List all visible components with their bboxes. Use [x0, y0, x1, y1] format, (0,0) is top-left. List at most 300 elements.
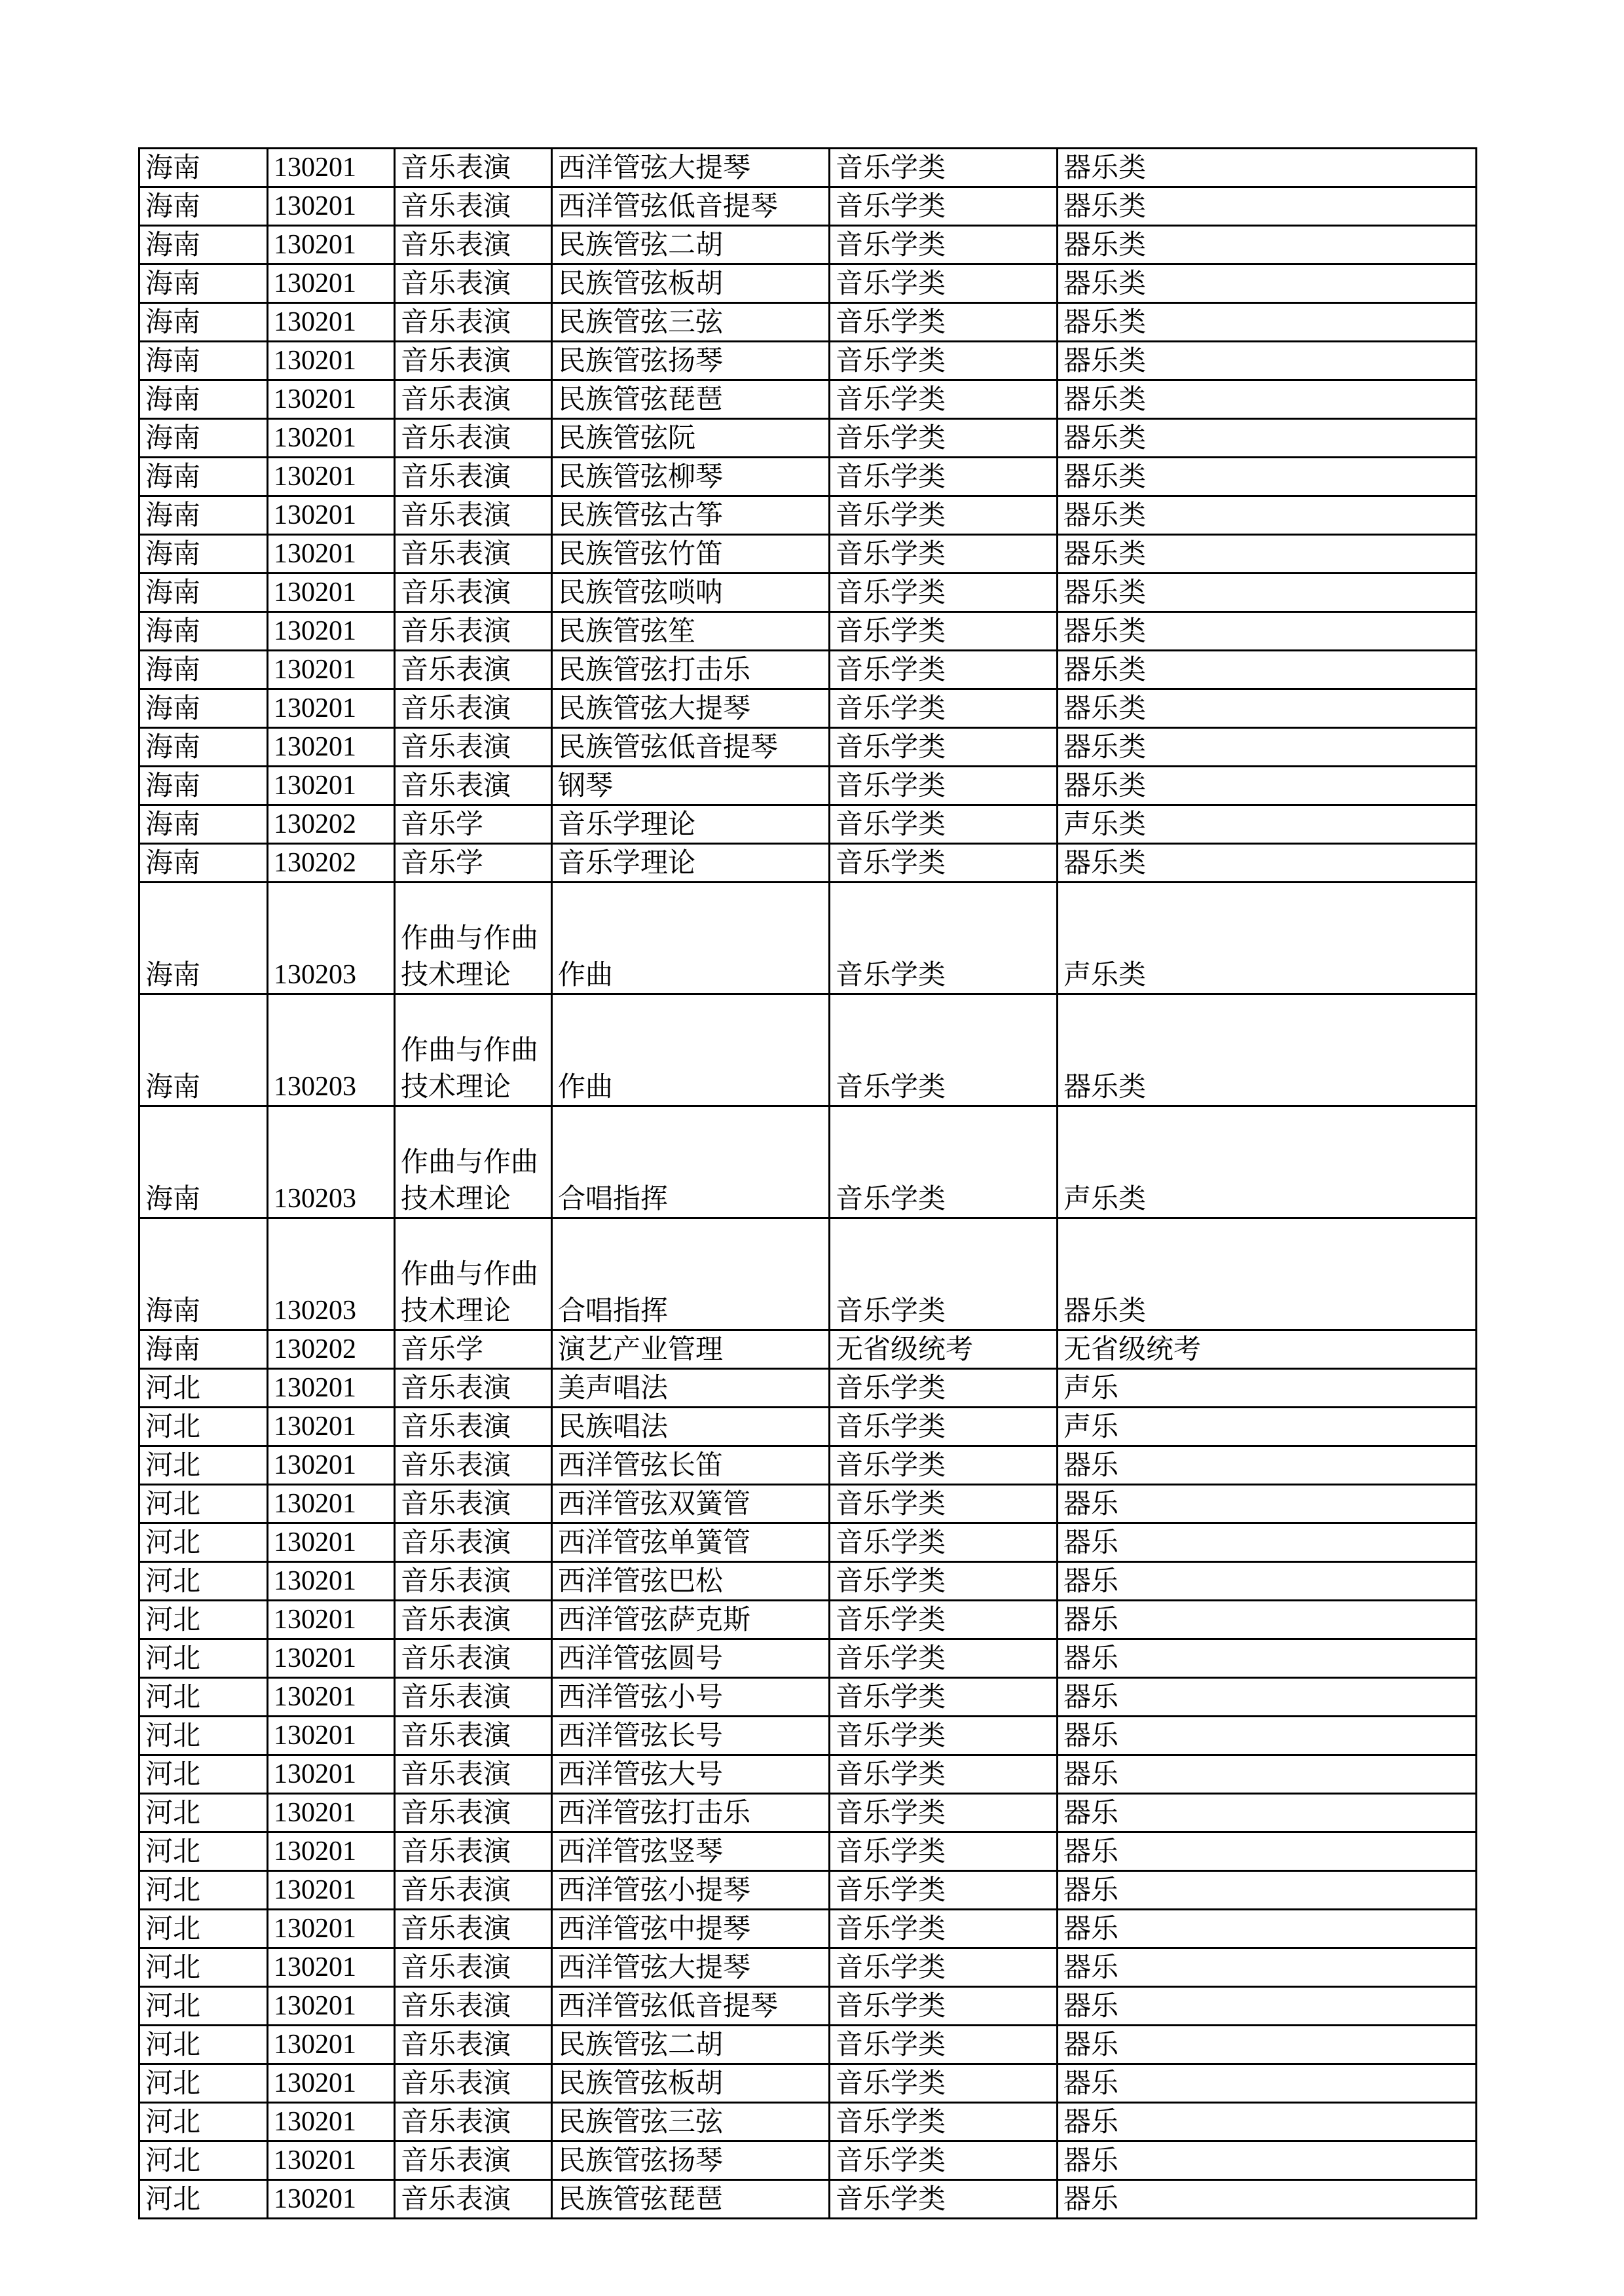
code-cell: 130201 [268, 728, 395, 767]
province-cell: 河北 [139, 1987, 268, 2026]
province-cell: 海南 [139, 303, 268, 342]
code-cell: 130201 [268, 1369, 395, 1408]
category-cell: 音乐学类 [830, 2026, 1058, 2064]
direction-cell: 西洋管弦长号 [552, 1717, 830, 1755]
table-row [139, 1601, 1477, 1639]
code-cell: 130201 [268, 1717, 395, 1755]
category-cell: 音乐学类 [830, 2103, 1058, 2141]
major-cell: 音乐表演 [395, 1639, 552, 1678]
major-cell: 音乐表演 [395, 496, 552, 535]
province-cell: 海南 [139, 1218, 268, 1330]
exam-type-cell: 器乐 [1058, 1601, 1477, 1639]
province-cell: 海南 [139, 535, 268, 574]
table-row [139, 2103, 1477, 2141]
code-cell: 130201 [268, 1562, 395, 1601]
table-row [139, 2064, 1477, 2103]
code-cell: 130201 [268, 2064, 395, 2103]
code-cell: 130201 [268, 767, 395, 805]
province-cell: 海南 [139, 342, 268, 380]
category-cell: 音乐学类 [830, 1218, 1058, 1330]
category-cell: 音乐学类 [830, 458, 1058, 496]
direction-cell: 合唱指挥 [552, 1106, 830, 1218]
table-row [139, 844, 1477, 883]
province-cell: 海南 [139, 767, 268, 805]
code-cell: 130201 [268, 1910, 395, 1948]
category-cell: 音乐学类 [830, 1485, 1058, 1523]
direction-cell: 演艺产业管理 [552, 1330, 830, 1369]
direction-cell: 西洋管弦中提琴 [552, 1910, 830, 1948]
code-cell: 130201 [268, 149, 395, 187]
province-cell: 海南 [139, 226, 268, 264]
code-cell: 130201 [268, 1639, 395, 1678]
table-row [139, 1485, 1477, 1523]
exam-type-cell: 声乐类 [1058, 805, 1477, 844]
province-cell: 河北 [139, 1794, 268, 1832]
category-cell: 音乐学类 [830, 994, 1058, 1106]
category-cell: 音乐学类 [830, 844, 1058, 883]
direction-cell: 民族管弦扬琴 [552, 2141, 830, 2180]
major-cell: 作曲与作曲技术理论 [395, 883, 552, 994]
major-cell: 音乐表演 [395, 1794, 552, 1832]
major-cell: 作曲与作曲技术理论 [395, 1218, 552, 1330]
major-cell: 音乐表演 [395, 2026, 552, 2064]
category-cell: 音乐学类 [830, 1446, 1058, 1485]
category-cell: 音乐学类 [830, 1948, 1058, 1987]
province-cell: 河北 [139, 1832, 268, 1871]
exam-type-cell: 声乐 [1058, 1408, 1477, 1446]
category-cell: 音乐学类 [830, 342, 1058, 380]
category-cell: 音乐学类 [830, 574, 1058, 612]
direction-cell: 西洋管弦打击乐 [552, 1794, 830, 1832]
province-cell: 海南 [139, 1330, 268, 1369]
major-cell: 音乐表演 [395, 1717, 552, 1755]
province-cell: 河北 [139, 1562, 268, 1601]
category-cell: 音乐学类 [830, 689, 1058, 728]
exam-type-cell: 器乐类 [1058, 458, 1477, 496]
direction-cell: 民族管弦二胡 [552, 226, 830, 264]
direction-cell: 作曲 [552, 994, 830, 1106]
category-cell: 音乐学类 [830, 1678, 1058, 1717]
province-cell: 河北 [139, 1639, 268, 1678]
province-cell: 海南 [139, 844, 268, 883]
category-cell: 音乐学类 [830, 1408, 1058, 1446]
direction-cell: 民族管弦板胡 [552, 2064, 830, 2103]
code-cell: 130201 [268, 1485, 395, 1523]
province-cell: 河北 [139, 1485, 268, 1523]
direction-cell: 民族管弦扬琴 [552, 342, 830, 380]
code-cell: 130202 [268, 844, 395, 883]
code-cell: 130201 [268, 226, 395, 264]
code-cell: 130203 [268, 883, 395, 994]
direction-cell: 民族管弦板胡 [552, 264, 830, 303]
code-cell: 130201 [268, 2141, 395, 2180]
direction-cell: 民族管弦柳琴 [552, 458, 830, 496]
direction-cell: 西洋管弦双簧管 [552, 1485, 830, 1523]
category-cell: 音乐学类 [830, 651, 1058, 689]
code-cell: 130201 [268, 264, 395, 303]
direction-cell: 民族管弦琵琶 [552, 380, 830, 419]
exam-type-cell: 器乐类 [1058, 535, 1477, 574]
exam-type-cell: 器乐类 [1058, 419, 1477, 458]
major-cell: 音乐表演 [395, 2141, 552, 2180]
direction-cell: 西洋管弦低音提琴 [552, 187, 830, 226]
province-cell: 海南 [139, 264, 268, 303]
major-cell: 音乐表演 [395, 1948, 552, 1987]
direction-cell: 民族管弦三弦 [552, 2103, 830, 2141]
category-cell: 音乐学类 [830, 1106, 1058, 1218]
direction-cell: 民族管弦古筝 [552, 496, 830, 535]
major-cell: 音乐表演 [395, 458, 552, 496]
category-cell: 音乐学类 [830, 1562, 1058, 1601]
direction-cell: 西洋管弦大提琴 [552, 149, 830, 187]
province-cell: 河北 [139, 1717, 268, 1755]
code-cell: 130201 [268, 496, 395, 535]
code-cell: 130201 [268, 574, 395, 612]
exam-type-cell: 器乐类 [1058, 226, 1477, 264]
category-cell: 音乐学类 [830, 1910, 1058, 1948]
exam-type-cell: 器乐类 [1058, 767, 1477, 805]
province-cell: 海南 [139, 380, 268, 419]
major-cell: 音乐表演 [395, 689, 552, 728]
code-cell: 130201 [268, 2026, 395, 2064]
province-cell: 海南 [139, 651, 268, 689]
exam-type-cell: 器乐 [1058, 2103, 1477, 2141]
table-row [139, 226, 1477, 264]
major-cell: 音乐表演 [395, 1523, 552, 1562]
table-row [139, 535, 1477, 574]
table-row [139, 994, 1477, 1106]
direction-cell: 美声唱法 [552, 1369, 830, 1408]
exam-type-cell: 器乐类 [1058, 380, 1477, 419]
direction-cell: 西洋管弦长笛 [552, 1446, 830, 1485]
direction-cell: 西洋管弦萨克斯 [552, 1601, 830, 1639]
table-row [139, 496, 1477, 535]
table-row [139, 574, 1477, 612]
table-row [139, 380, 1477, 419]
category-cell: 音乐学类 [830, 149, 1058, 187]
category-cell: 音乐学类 [830, 1523, 1058, 1562]
code-cell: 130201 [268, 342, 395, 380]
major-cell: 音乐表演 [395, 1832, 552, 1871]
table-row [139, 883, 1477, 994]
table-row [139, 187, 1477, 226]
table-row [139, 1871, 1477, 1910]
major-cell: 音乐学 [395, 844, 552, 883]
code-cell: 130201 [268, 380, 395, 419]
category-cell: 音乐学类 [830, 1717, 1058, 1755]
province-cell: 海南 [139, 187, 268, 226]
direction-cell: 西洋管弦低音提琴 [552, 1987, 830, 2026]
exam-type-cell: 器乐类 [1058, 303, 1477, 342]
exam-type-cell: 器乐 [1058, 1523, 1477, 1562]
major-cell: 音乐表演 [395, 1755, 552, 1794]
province-cell: 河北 [139, 1601, 268, 1639]
code-cell: 130201 [268, 1678, 395, 1717]
province-cell: 海南 [139, 419, 268, 458]
category-cell: 音乐学类 [830, 2064, 1058, 2103]
exam-type-cell: 器乐类 [1058, 994, 1477, 1106]
exam-type-cell: 声乐类 [1058, 883, 1477, 994]
province-cell: 海南 [139, 994, 268, 1106]
code-cell: 130202 [268, 805, 395, 844]
major-cell: 音乐表演 [395, 612, 552, 651]
direction-cell: 合唱指挥 [552, 1218, 830, 1330]
table-row [139, 1369, 1477, 1408]
table-row [139, 612, 1477, 651]
table-row [139, 651, 1477, 689]
exam-type-cell: 器乐类 [1058, 149, 1477, 187]
code-cell: 130201 [268, 1948, 395, 1987]
code-cell: 130203 [268, 994, 395, 1106]
exam-type-cell: 器乐 [1058, 1639, 1477, 1678]
major-cell: 音乐学 [395, 805, 552, 844]
direction-cell: 民族管弦三弦 [552, 303, 830, 342]
category-cell: 音乐学类 [830, 380, 1058, 419]
exam-type-cell: 器乐 [1058, 2180, 1477, 2219]
direction-cell: 作曲 [552, 883, 830, 994]
code-cell: 130202 [268, 1330, 395, 1369]
table-row [139, 805, 1477, 844]
table-row [139, 728, 1477, 767]
exam-type-cell: 器乐类 [1058, 342, 1477, 380]
province-cell: 海南 [139, 883, 268, 994]
direction-cell: 民族管弦打击乐 [552, 651, 830, 689]
exam-type-cell: 器乐类 [1058, 574, 1477, 612]
major-cell: 音乐表演 [395, 1871, 552, 1910]
direction-cell: 民族管弦笙 [552, 612, 830, 651]
province-cell: 海南 [139, 1106, 268, 1218]
exam-type-cell: 器乐 [1058, 1755, 1477, 1794]
code-cell: 130201 [268, 1755, 395, 1794]
major-cell: 音乐表演 [395, 1369, 552, 1408]
major-cell: 音乐表演 [395, 342, 552, 380]
code-cell: 130201 [268, 419, 395, 458]
province-cell: 河北 [139, 2026, 268, 2064]
major-cell: 音乐表演 [395, 1910, 552, 1948]
exam-type-cell: 器乐类 [1058, 264, 1477, 303]
direction-cell: 西洋管弦单簧管 [552, 1523, 830, 1562]
table-row [139, 1446, 1477, 1485]
code-cell: 130201 [268, 1794, 395, 1832]
exam-type-cell: 器乐 [1058, 1446, 1477, 1485]
code-cell: 130201 [268, 2103, 395, 2141]
province-cell: 河北 [139, 2180, 268, 2219]
direction-cell: 民族管弦低音提琴 [552, 728, 830, 767]
table-row [139, 2141, 1477, 2180]
category-cell: 音乐学类 [830, 1871, 1058, 1910]
exam-type-cell: 器乐类 [1058, 1218, 1477, 1330]
category-cell: 音乐学类 [830, 419, 1058, 458]
direction-cell: 民族管弦二胡 [552, 2026, 830, 2064]
table-row [139, 342, 1477, 380]
province-cell: 海南 [139, 805, 268, 844]
direction-cell: 民族唱法 [552, 1408, 830, 1446]
major-cell: 音乐表演 [395, 651, 552, 689]
category-cell: 音乐学类 [830, 728, 1058, 767]
exam-type-cell: 器乐类 [1058, 728, 1477, 767]
major-cell: 音乐表演 [395, 1446, 552, 1485]
code-cell: 130201 [268, 1408, 395, 1446]
category-cell: 音乐学类 [830, 264, 1058, 303]
province-cell: 海南 [139, 728, 268, 767]
direction-cell: 民族管弦大提琴 [552, 689, 830, 728]
direction-cell: 民族管弦竹笛 [552, 535, 830, 574]
exam-type-cell: 器乐 [1058, 2064, 1477, 2103]
province-cell: 海南 [139, 612, 268, 651]
major-cell: 音乐表演 [395, 1485, 552, 1523]
category-cell: 音乐学类 [830, 805, 1058, 844]
code-cell: 130201 [268, 689, 395, 728]
exam-type-cell: 器乐 [1058, 1794, 1477, 1832]
table-row [139, 1832, 1477, 1871]
code-cell: 130201 [268, 1601, 395, 1639]
major-cell: 音乐表演 [395, 574, 552, 612]
direction-cell: 西洋管弦大提琴 [552, 1948, 830, 1987]
province-cell: 河北 [139, 1678, 268, 1717]
province-cell: 河北 [139, 2064, 268, 2103]
category-cell: 音乐学类 [830, 612, 1058, 651]
category-cell: 音乐学类 [830, 187, 1058, 226]
category-cell: 音乐学类 [830, 1639, 1058, 1678]
table-row [139, 1755, 1477, 1794]
code-cell: 130201 [268, 1832, 395, 1871]
province-cell: 河北 [139, 1408, 268, 1446]
table-row [139, 303, 1477, 342]
direction-cell: 音乐学理论 [552, 805, 830, 844]
exam-type-cell: 器乐 [1058, 2141, 1477, 2180]
exam-type-cell: 无省级统考 [1058, 1330, 1477, 1369]
table-row [139, 1639, 1477, 1678]
table-body [139, 149, 1477, 2219]
code-cell: 130201 [268, 1446, 395, 1485]
exam-type-cell: 器乐 [1058, 1948, 1477, 1987]
table-row [139, 767, 1477, 805]
direction-cell: 民族管弦琵琶 [552, 2180, 830, 2219]
category-cell: 无省级统考 [830, 1330, 1058, 1369]
major-cell: 音乐表演 [395, 767, 552, 805]
code-cell: 130201 [268, 535, 395, 574]
table-row [139, 2026, 1477, 2064]
major-cell: 音乐表演 [395, 1408, 552, 1446]
province-cell: 海南 [139, 574, 268, 612]
exam-type-cell: 器乐 [1058, 1717, 1477, 1755]
exam-type-cell: 器乐类 [1058, 496, 1477, 535]
table-row [139, 2180, 1477, 2219]
category-cell: 音乐学类 [830, 1832, 1058, 1871]
direction-cell: 民族管弦阮 [552, 419, 830, 458]
category-cell: 音乐学类 [830, 883, 1058, 994]
major-cell: 音乐表演 [395, 2103, 552, 2141]
major-cell: 音乐表演 [395, 535, 552, 574]
code-cell: 130201 [268, 1871, 395, 1910]
major-cell: 音乐表演 [395, 303, 552, 342]
code-cell: 130201 [268, 612, 395, 651]
table-row [139, 1562, 1477, 1601]
category-cell: 音乐学类 [830, 535, 1058, 574]
province-cell: 河北 [139, 1948, 268, 1987]
exam-type-cell: 器乐 [1058, 1832, 1477, 1871]
category-cell: 音乐学类 [830, 226, 1058, 264]
province-cell: 海南 [139, 149, 268, 187]
code-cell: 130201 [268, 187, 395, 226]
major-cell: 音乐表演 [395, 728, 552, 767]
exam-type-cell: 声乐 [1058, 1369, 1477, 1408]
province-cell: 海南 [139, 689, 268, 728]
province-cell: 河北 [139, 2141, 268, 2180]
category-cell: 音乐学类 [830, 767, 1058, 805]
exam-type-cell: 器乐 [1058, 1678, 1477, 1717]
category-cell: 音乐学类 [830, 1601, 1058, 1639]
exam-type-cell: 器乐 [1058, 2026, 1477, 2064]
direction-cell: 西洋管弦小号 [552, 1678, 830, 1717]
code-cell: 130201 [268, 1987, 395, 2026]
major-cell: 音乐表演 [395, 187, 552, 226]
exam-type-cell: 器乐 [1058, 1871, 1477, 1910]
table-row [139, 1678, 1477, 1717]
major-cell: 音乐表演 [395, 149, 552, 187]
code-cell: 130201 [268, 458, 395, 496]
table-row [139, 1987, 1477, 2026]
direction-cell: 民族管弦唢呐 [552, 574, 830, 612]
table-row [139, 149, 1477, 187]
province-cell: 河北 [139, 2103, 268, 2141]
major-cell: 音乐表演 [395, 380, 552, 419]
table-row [139, 1218, 1477, 1330]
exam-type-cell: 器乐类 [1058, 612, 1477, 651]
code-cell: 130201 [268, 303, 395, 342]
exam-type-cell: 器乐类 [1058, 187, 1477, 226]
exam-type-cell: 器乐类 [1058, 844, 1477, 883]
code-cell: 130201 [268, 651, 395, 689]
direction-cell: 钢琴 [552, 767, 830, 805]
category-cell: 音乐学类 [830, 2141, 1058, 2180]
category-cell: 音乐学类 [830, 1755, 1058, 1794]
province-cell: 河北 [139, 1446, 268, 1485]
province-cell: 河北 [139, 1523, 268, 1562]
exam-type-cell: 器乐 [1058, 1910, 1477, 1948]
exam-type-cell: 器乐 [1058, 1485, 1477, 1523]
spreadsheet-table [138, 147, 1477, 2219]
direction-cell: 音乐学理论 [552, 844, 830, 883]
major-cell: 音乐表演 [395, 226, 552, 264]
exam-type-cell: 器乐 [1058, 1987, 1477, 2026]
table-row [139, 1106, 1477, 1218]
province-cell: 河北 [139, 1369, 268, 1408]
direction-cell: 西洋管弦大号 [552, 1755, 830, 1794]
direction-cell: 西洋管弦竖琴 [552, 1832, 830, 1871]
exam-type-cell: 声乐类 [1058, 1106, 1477, 1218]
table-row [139, 1330, 1477, 1369]
table-row [139, 1948, 1477, 1987]
category-cell: 音乐学类 [830, 1369, 1058, 1408]
province-cell: 海南 [139, 458, 268, 496]
major-cell: 音乐表演 [395, 419, 552, 458]
category-cell: 音乐学类 [830, 1987, 1058, 2026]
major-cell: 音乐表演 [395, 2064, 552, 2103]
direction-cell: 西洋管弦小提琴 [552, 1871, 830, 1910]
major-cell: 音乐表演 [395, 2180, 552, 2219]
exam-type-cell: 器乐类 [1058, 689, 1477, 728]
table-row [139, 1408, 1477, 1446]
table-row [139, 1717, 1477, 1755]
category-cell: 音乐学类 [830, 2180, 1058, 2219]
code-cell: 130203 [268, 1218, 395, 1330]
exam-type-cell: 器乐类 [1058, 651, 1477, 689]
table-row [139, 458, 1477, 496]
major-cell: 音乐学 [395, 1330, 552, 1369]
province-cell: 河北 [139, 1871, 268, 1910]
code-cell: 130203 [268, 1106, 395, 1218]
